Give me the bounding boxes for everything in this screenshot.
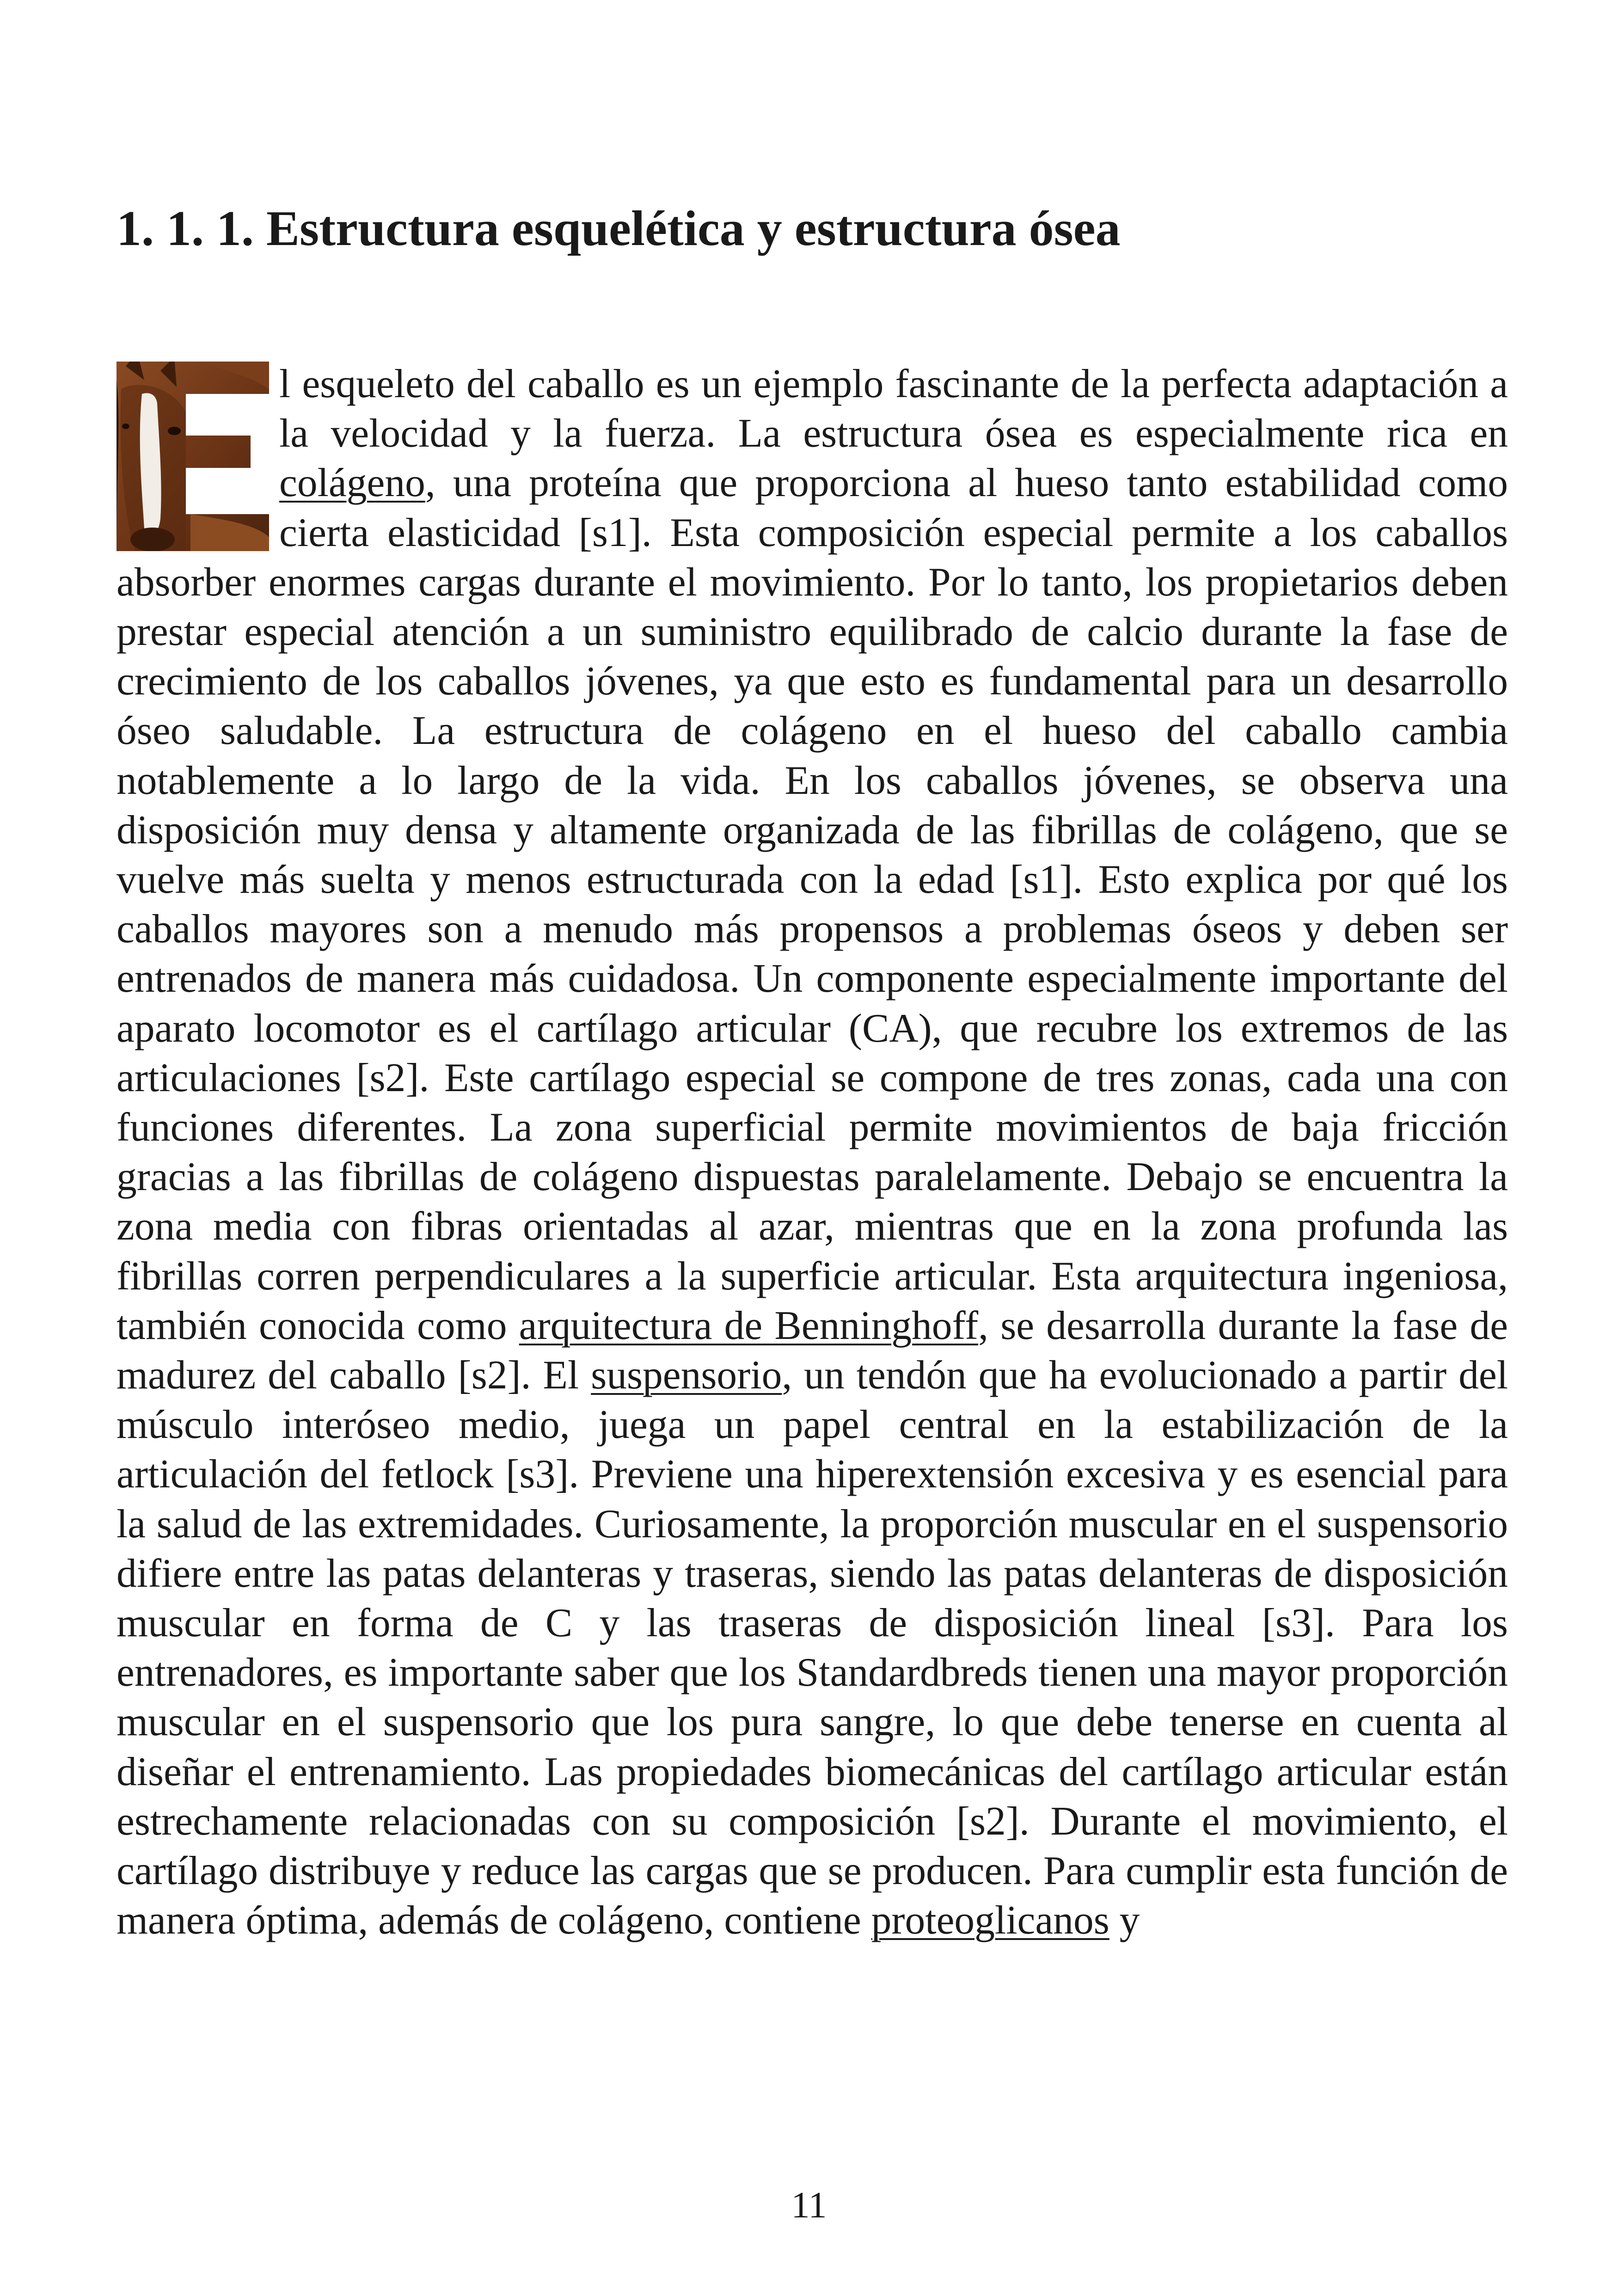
body-paragraph (116, 359, 1508, 1945)
section-heading: 1. 1. 1. Estructura esquelética y estructura ósea (116, 201, 1121, 256)
link-suspensorio[interactable]: suspensorio (591, 1352, 782, 1398)
link-arquitectura-de-benninghoff[interactable]: arquitectura de Benninghoff (519, 1302, 979, 1348)
link-colageno[interactable]: colágeno (279, 460, 425, 505)
dropcap-letter-e (116, 362, 269, 551)
paragraph-text: y (1109, 1897, 1140, 1943)
paragraph-text: , se desarrolla durante la fase de madurez del caballo [s2]. El (116, 1302, 1508, 1398)
paragraph-text: l esqueleto del caballo es un ejemplo fascinante de la perfecta adaptación a la velocidad y la fuerza. La estructura ósea es especialmente rica en (279, 361, 1508, 456)
paragraph-text: , un tendón que ha evolucionado a partir del músculo interóseo medio, juega un papel central en la estabilización de la articulación del fetlock [s3]. Previene una hiperextensión excesiva y es esencial para la salud de las extremidades. Curiosamente, la proporción muscular en el suspensorio difiere entre las patas delanteras y traseras, siendo las patas delanteras de disposición muscular en forma de C y las traseras de disposición lineal [s3]. Para los entrenadores, es importante saber que los Standardbreds tienen una mayor proporción muscular en el suspensorio que los pura sangre, lo que debe tenerse en cuenta al diseñar el entrenamiento. Las propiedades biomecánicas del cartílago articular están estrechamente relacionadas con su composición [s2]. Durante el movimiento, el cartílago distribuye y reduce las cargas que se producen. Para cumplir esta función de manera óptima, además de colágeno, contiene (116, 1352, 1508, 1943)
paragraph-text: , una proteína que proporciona al hueso tanto estabilidad como cierta elasticidad [s1]. Esta composición especial permite a los caballos absorber enormes cargas durante el movimiento. Por lo tanto, los propietarios deben prestar especial atención a un suministro equilibrado de calcio durante la fase de crecimiento de los caballos jóvenes, ya que esto es fundamental para un desarrollo óseo saludable. La estructura de colágeno en el hueso del caballo cambia notablemente a lo largo de la vida. En los caballos jóvenes, se observa una disposición muy densa y altamente organizada de las fibrillas de colágeno, que se vuelve más suelta y menos estructurada con la edad [s1]. Esto explica por qué los caballos mayores son a menudo más propensos a problemas óseos y deben ser entrenados de manera más cuidadosa. Un componente especialmente importante del aparato locomotor es el cartílago articular (CA), que recubre los extremos de las articulaciones [s2]. Este cartílago especial se compone de tres zonas, cada una con funciones diferentes. La zona superficial permite movimientos de baja fricción gracias a las fibrillas de colágeno dispuestas paralelamente. Debajo se encuentra la zona media con fibras orientadas al azar, mientras que en la zona profunda las fibrillas corren perpendiculares a la superficie articular. Esta arquitectura ingeniosa, también conocida como (116, 460, 1508, 1348)
link-proteoglicanos[interactable]: proteoglicanos (871, 1897, 1109, 1943)
horse-head-in-letter-e-icon (116, 362, 269, 551)
page-number: 11 (791, 2185, 827, 2226)
